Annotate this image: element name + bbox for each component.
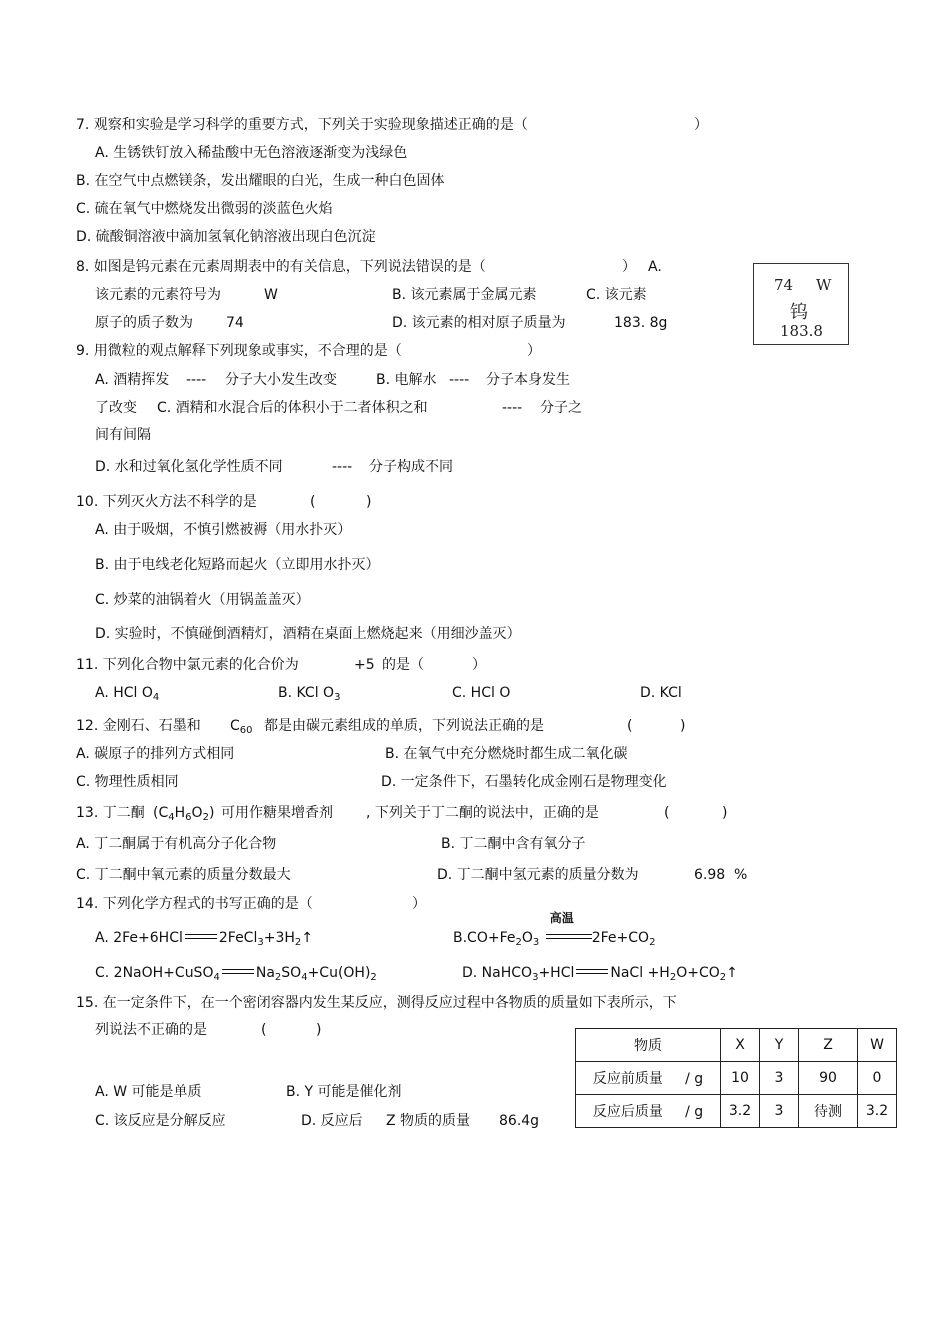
q9-b-text: B. 电解水 [376, 372, 437, 388]
q15-d-z: Z 物质的质量 [386, 1113, 471, 1129]
q13-paren-close: ) [722, 805, 728, 821]
q9-a-text: A. 酒精挥发 [95, 372, 170, 388]
q15-d-value: 86.4g [499, 1113, 540, 1129]
q15-d-text: D. 反应后 [301, 1113, 363, 1129]
q15-paren-close: ) [316, 1022, 322, 1038]
q8-d-value: 183. 8g [614, 315, 668, 331]
q15-option-b: B. Y 可能是催化剂 [286, 1084, 402, 1100]
mass-table [575, 1028, 897, 1128]
table-row [576, 1095, 897, 1128]
header-cell: W [858, 1029, 897, 1062]
q10-paren-open: ( [310, 494, 316, 510]
table-cell: 3 [760, 1062, 799, 1095]
table-cell: 10 [721, 1062, 760, 1095]
header-cell: 物质 [576, 1029, 721, 1062]
q9-c-text: C. 酒精和水混合后的体积小于二者体积之和 [157, 400, 428, 416]
q8-c-label: C. 该元素 [586, 287, 647, 303]
q9-c-explain: 分子之 [540, 400, 582, 416]
q15-stem2: 列说法不正确的是 [95, 1022, 207, 1038]
q13-option-a: A. 丁二酮属于有机高分子化合物 [76, 836, 277, 852]
q9-d-text: D. 水和过氧化氢化学性质不同 [95, 459, 283, 475]
q8-c-text: 原子的质子数为 [95, 315, 193, 331]
q13-stem-a: 13. 丁二酮 [76, 805, 145, 821]
q7-stem: 7. 观察和实验是学习科学的重要方式，下列关于实验现象描述正确的是（ [76, 117, 528, 133]
q11-value: +5 [354, 657, 375, 673]
equals-sign [546, 934, 592, 939]
q14-option-b: $B.CO+Fe_2O_3$ 高温 $2Fe+CO_2$ [453, 911, 656, 948]
q15-option-c: C. 该反应是分解反应 [95, 1113, 226, 1129]
q11-option-d: D. KCl [640, 685, 682, 701]
table-cell: 待测 [799, 1095, 858, 1128]
q7-option-a: A. 生锈铁钉放入稀盐酸中无色溶液逐渐变为浅绿色 [95, 145, 408, 161]
row-label: 反应后质量 / g [576, 1095, 721, 1128]
q11-stem2: 的是（ [382, 657, 424, 673]
q10-option-d: D. 实验时，不慎碰倒酒精灯，酒精在桌面上燃烧起来（用细沙盖灭） [95, 626, 521, 642]
table-cell: 3 [760, 1095, 799, 1128]
q12-option-a: A. 碳原子的排列方式相同 [76, 746, 235, 762]
equals-sign [576, 969, 608, 974]
header-cell: Y [760, 1029, 799, 1062]
header-cell: Z [799, 1029, 858, 1062]
q9-stem: 9. 用微粒的观点解释下列现象或事实，不合理的是（ [76, 343, 402, 359]
q13-option-b: B. 丁二酮中含有氧分子 [441, 836, 586, 852]
q12-option-d: D. 一定条件下，石墨转化成金刚石是物理变化 [381, 774, 667, 790]
q13-stem-b: 可用作糖果增香剂 [221, 805, 333, 821]
tungsten-element-card [753, 263, 849, 345]
q14-stem: 14. 下列化学方程式的书写正确的是（ [76, 896, 313, 912]
q11-paren: ） [472, 657, 486, 673]
q13-formula: $(C_4H_6O_2)$ [153, 805, 215, 823]
q10-option-c: C. 炒菜的油锅着火（用锅盖盖灭） [95, 592, 310, 608]
q11-option-c: C. HCl O [452, 685, 511, 701]
q12-c60: $C_{60}$ [230, 718, 253, 736]
header-cell: X [721, 1029, 760, 1062]
q8-a-text: 该元素的元素符号为 [95, 287, 221, 303]
q12-option-b: B. 在氧气中充分燃烧时都生成二氧化碳 [385, 746, 628, 762]
q8-paren: ） [622, 259, 636, 275]
table-cell: 90 [799, 1062, 858, 1095]
q13-paren-open: ( [664, 805, 670, 821]
q10-paren-close: ) [366, 494, 372, 510]
q10-option-a: A. 由于吸烟，不慎引燃被褥（用水扑灭） [95, 522, 352, 538]
q15-option-a: A. W 可能是单质 [95, 1084, 202, 1100]
table-header-row [576, 1029, 897, 1062]
q9-c-dash: ---- [502, 400, 523, 416]
element-symbol: W [816, 276, 832, 294]
q8-a-value: W [264, 287, 278, 303]
q8-a-label: A. [648, 259, 662, 275]
q11-stem: 11. 下列化合物中氯元素的化合价为 [76, 657, 299, 673]
q9-d-dash: ---- [332, 459, 353, 475]
q8-option-b: B. 该元素属于金属元素 [392, 287, 537, 303]
q12-option-c: C. 物理性质相同 [76, 774, 179, 790]
q9-b-cont: 了改变 [95, 400, 137, 416]
q13-d-value: 6.98 [694, 867, 726, 883]
q7-paren: ） [694, 117, 708, 133]
q8-stem: 8. 如图是钨元素在元素周期表中的有关信息，下列说法错误的是（ [76, 259, 486, 275]
q9-a-dash: ---- [186, 372, 207, 388]
table-cell: 3.2 [721, 1095, 760, 1128]
q13-option-c: C. 丁二酮中氧元素的质量分数最大 [76, 867, 291, 883]
q11-option-a: A. HCl $O_4$ [95, 685, 160, 703]
q14-option-c: C. 2NaOH+CuSO$_4$ $Na_2SO_4+Cu(OH)_2$ [95, 965, 377, 983]
q7-option-c: C. 硫在氧气中燃烧发出微弱的淡蓝色火焰 [76, 201, 333, 217]
condition-high-temp: 高温 [549, 911, 574, 925]
q12-paren-open: ( [627, 718, 633, 734]
q12-stem-b: 都是由碳元素组成的单质，下列说法正确的是 [264, 718, 544, 734]
q9-b-dash: ---- [449, 372, 470, 388]
q9-paren: ） [527, 343, 541, 359]
q15-stem: 15. 在一定条件下，在一个密闭容器内发生某反应，测得反应过程中各物质的质量如下表所示，下 [76, 995, 677, 1011]
q9-d-explain: 分子构成不同 [369, 459, 453, 475]
q9-c-cont: 间有间隔 [95, 427, 151, 443]
element-name: 钨 [790, 302, 808, 323]
q10-option-b: B. 由于电线老化短路而起火（立即用水扑灭） [95, 557, 380, 573]
row-label: 反应前质量 / g [576, 1062, 721, 1095]
q12-stem-a: 12. 金刚石、石墨和 [76, 718, 201, 734]
table-cell: 3.2 [858, 1095, 897, 1128]
table-cell: 0 [858, 1062, 897, 1095]
q11-option-b: B. KCl $O_3$ [278, 685, 341, 703]
q12-paren-close: ) [680, 718, 686, 734]
equals-sign [222, 969, 254, 974]
table-row [576, 1062, 897, 1095]
q14-paren: ） [412, 896, 426, 912]
q14-option-a: A. 2Fe+6HCl $2FeCl_3+3H_2↑$ [95, 930, 314, 948]
q9-b-explain: 分子本身发生 [486, 372, 570, 388]
atomic-mass: 183.8 [780, 322, 823, 340]
q13-d-unit: % [734, 867, 748, 883]
q15-paren-open: ( [261, 1022, 267, 1038]
q13-stem-c: , 下列关于丁二酮的说法中，正确的是 [366, 805, 599, 821]
q7-option-d: D. 硫酸铜溶液中滴加氢氧化钠溶液出现白色沉淀 [76, 229, 376, 245]
equals-sign [185, 934, 217, 939]
q8-c-value: 74 [226, 315, 244, 331]
q14-option-d: D. NaHCO$_3$+HCl NaCl $+H_2O+CO_2↑$ [462, 965, 738, 983]
q13-d-text: D. 丁二酮中氢元素的质量分数为 [437, 867, 639, 883]
q7-option-b: B. 在空气中点燃镁条，发出耀眼的白光，生成一种白色固体 [76, 173, 445, 189]
q8-d-text: D. 该元素的相对原子质量为 [392, 315, 566, 331]
atomic-number: 74 [774, 276, 794, 294]
q10-stem: 10. 下列灭火方法不科学的是 [76, 494, 257, 510]
q9-a-explain: 分子大小发生改变 [225, 372, 337, 388]
